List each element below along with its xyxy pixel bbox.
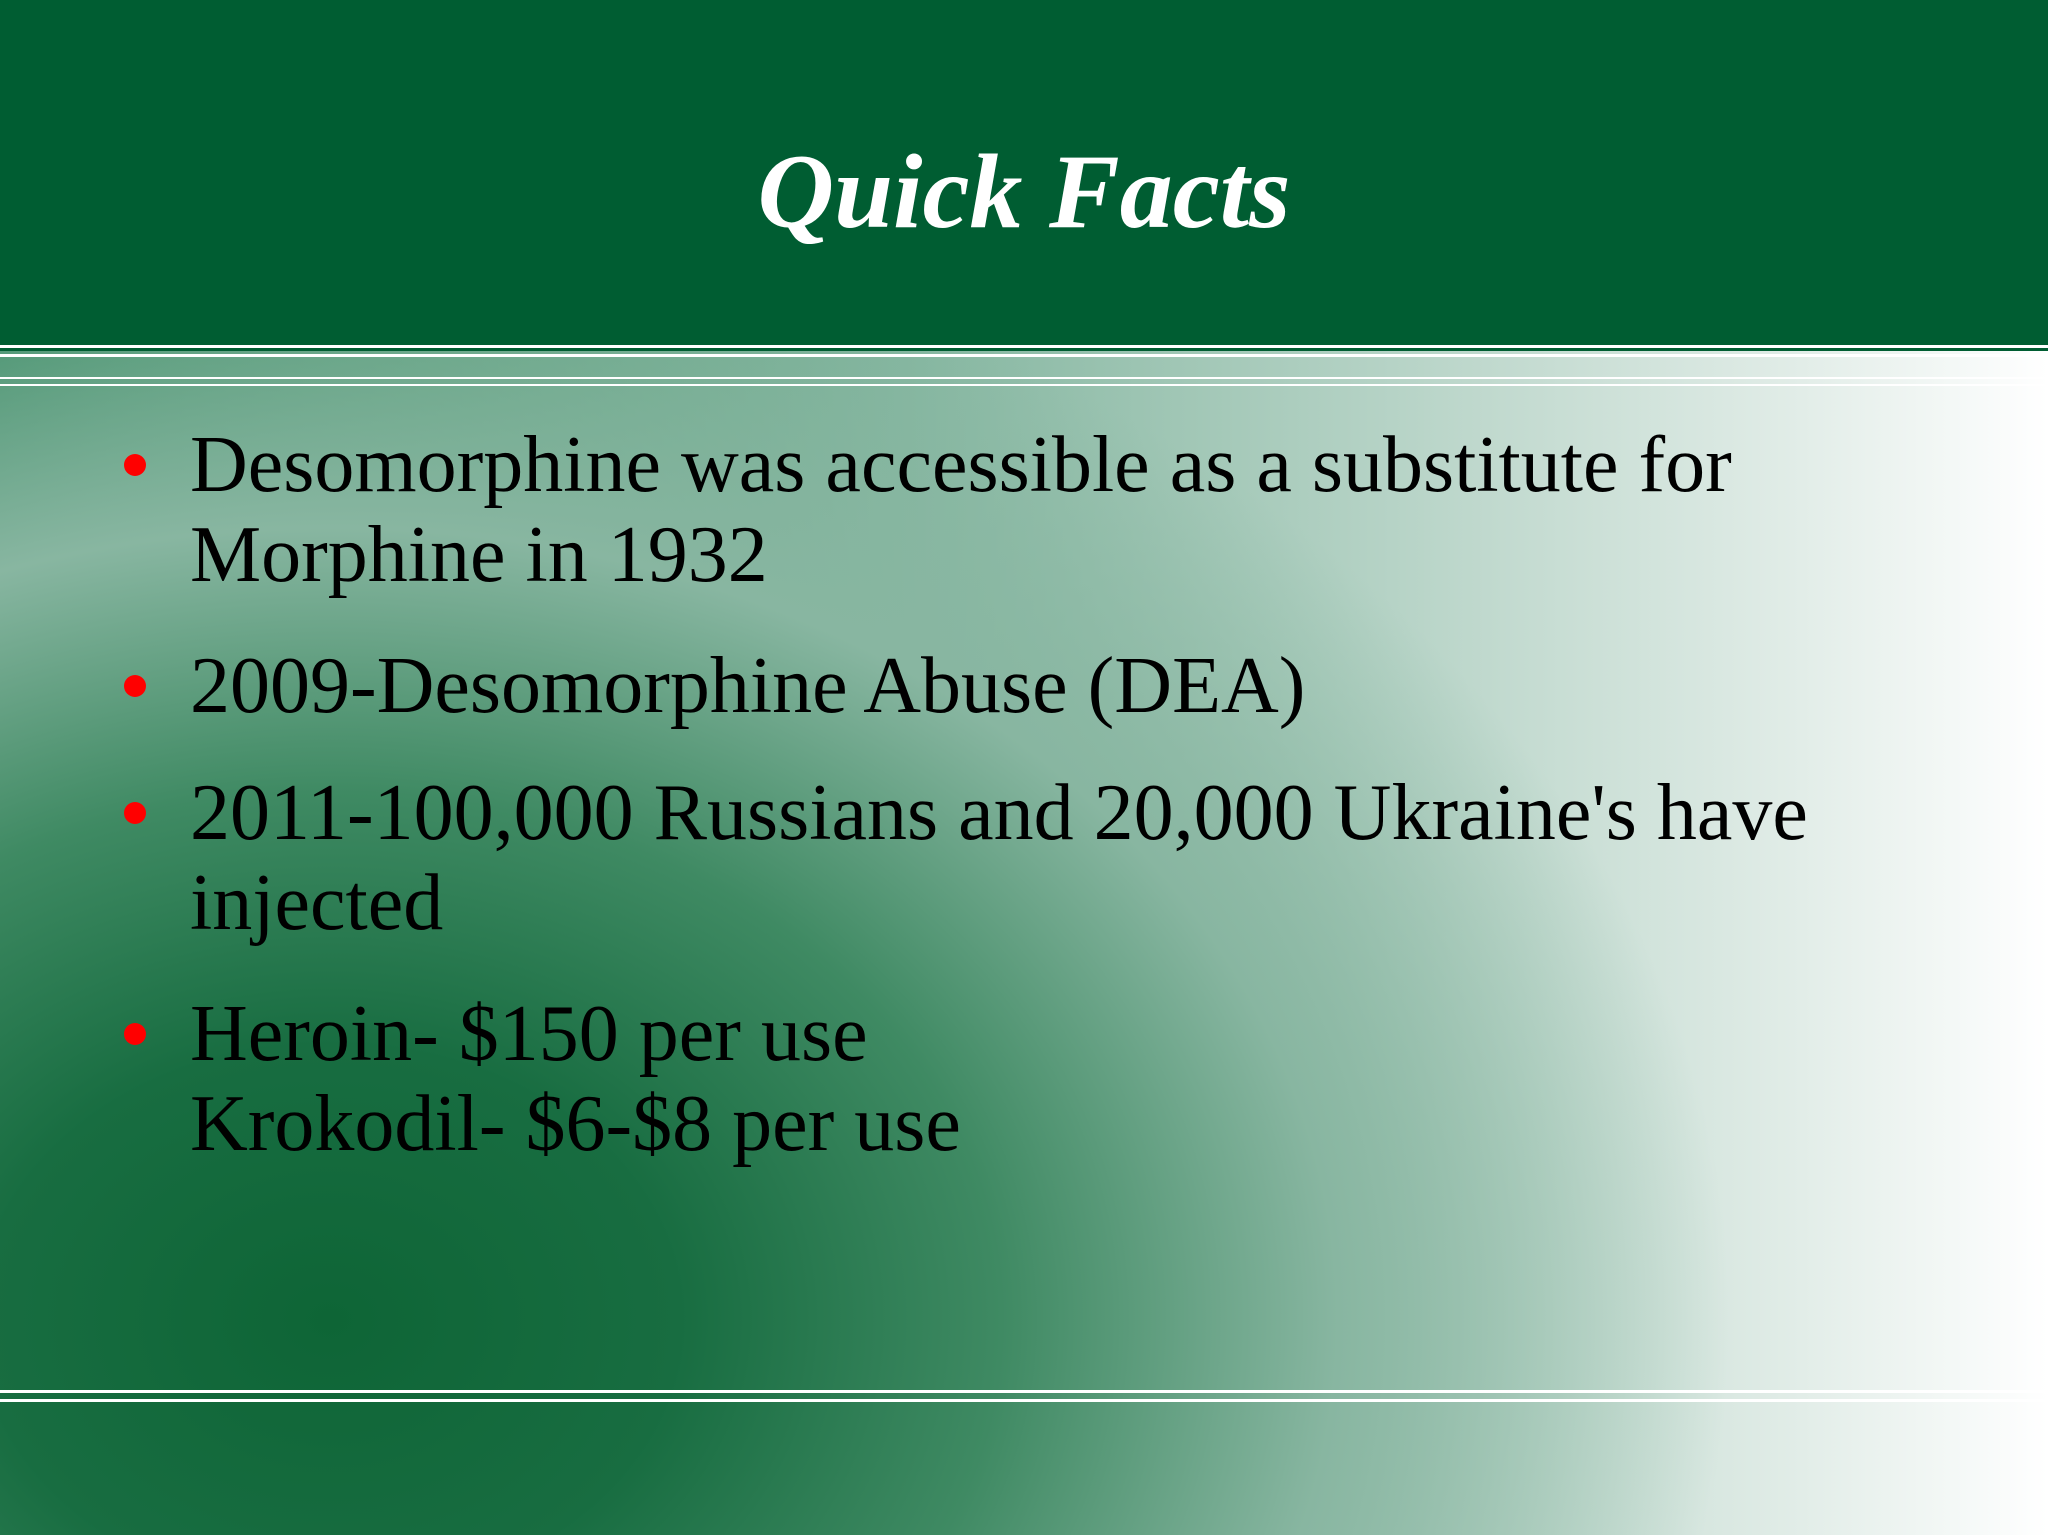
- title-divider-line-4: [0, 384, 2048, 386]
- title-band: [0, 0, 2048, 351]
- footer-rule-2: [0, 1399, 2048, 1402]
- bullet-text: Desomorphine was accessible as a substitute for Morphine in 1932: [190, 421, 1732, 599]
- bullet-dot-icon: [124, 802, 146, 824]
- title-divider-line-1: [0, 345, 2048, 348]
- title-divider-line-3: [0, 377, 2048, 379]
- bullet-text: Heroin- $150 per use Krokodil- $6-$8 per use: [190, 990, 961, 1168]
- bullet-text: 2009-Desomorphine Abuse (DEA): [190, 642, 1306, 730]
- bullet-dot-icon: [124, 1023, 146, 1045]
- footer-rule-1: [0, 1390, 2048, 1393]
- bullet-text: 2011-100,000 Russians and 20,000 Ukraine's have injected: [190, 769, 1808, 947]
- bullet-dot-icon: [124, 675, 146, 697]
- title-divider-line-2: [0, 354, 2048, 357]
- bullet-dot-icon: [124, 454, 146, 476]
- slide-title: Quick Facts: [757, 133, 1291, 250]
